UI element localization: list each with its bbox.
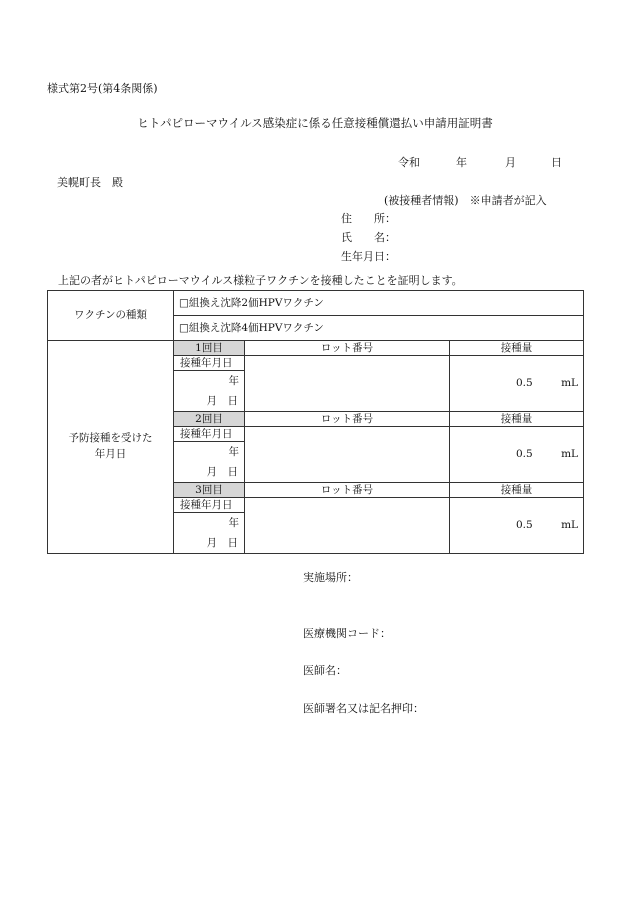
vaccine-type-label: ワクチンの種類 [48, 291, 174, 341]
date-month-label: 月 [505, 156, 516, 169]
dose-amount-unit: mL [561, 448, 578, 461]
vaccination-date-label [48, 341, 174, 554]
vaccination-date-cell[interactable] [174, 513, 245, 554]
vaccination-table [47, 290, 584, 554]
vaccination-date-cell[interactable] [174, 442, 245, 483]
dose-amount-value: 0.5 [516, 519, 533, 532]
date-day-label: 日 [551, 156, 562, 169]
lot-number-cell[interactable] [245, 356, 450, 412]
addressee: 美幌町長 殿 [57, 176, 123, 189]
month-day-label: 月 日 [206, 465, 238, 478]
doctor-name-label: 医師名： [303, 664, 347, 677]
doctor-signature-label: 医師署名又は記名押印： [303, 702, 424, 715]
amount-header: 接種量 [450, 341, 584, 356]
date-row-label: 接種年月日 [174, 498, 245, 513]
lot-number-cell[interactable] [245, 498, 450, 554]
applicant-note: (被接種者情報) ※申請者が記入 [384, 194, 547, 207]
facility-code-label: 医療機関コード： [303, 627, 391, 640]
dose-label: 3回目 [174, 483, 245, 498]
amount-header: 接種量 [450, 483, 584, 498]
year-label: 年 [228, 375, 239, 387]
vaccination-date-cell[interactable] [174, 371, 245, 412]
dose-label: 1回目 [174, 341, 245, 356]
document-title: ヒトパピローマウイルス感染症に係る任意接種償還払い申請用証明書 [137, 116, 493, 130]
vaccine-option-quadrivalent[interactable]: □組換え沈降4価HPVワクチン [174, 316, 584, 341]
vaccine-option-bivalent[interactable]: □組換え沈降2価HPVワクチン [174, 291, 584, 316]
month-day-label: 月 日 [206, 536, 238, 549]
dose-label: 2回目 [174, 412, 245, 427]
date-year-label: 年 [456, 156, 467, 169]
dose-amount-value: 0.5 [516, 377, 533, 390]
dose-amount-unit: mL [561, 519, 578, 532]
date-era-label: 令和 [398, 156, 420, 169]
dose-amount-cell [450, 356, 584, 412]
vaccination-site-label: 実施場所： [303, 571, 358, 584]
address-field-label: 住 所： [341, 212, 396, 225]
lot-number-header: ロット番号 [245, 341, 450, 356]
lot-number-header: ロット番号 [245, 412, 450, 427]
lot-number-header: ロット番号 [245, 483, 450, 498]
form-number: 様式第2号(第4条関係) [47, 82, 158, 95]
dose-amount-cell [450, 498, 584, 554]
date-row-label: 接種年月日 [174, 356, 245, 371]
name-field-label: 氏 名： [341, 231, 396, 244]
year-label: 年 [228, 517, 239, 529]
month-day-label: 月 日 [206, 394, 238, 407]
vaccination-date-label-text: 予防接種を受けた年月日 [68, 432, 153, 460]
certification-text: 上記の者がヒトパピローマウイルス様粒子ワクチンを接種したことを証明します。 [58, 274, 463, 287]
dose-amount-cell [450, 427, 584, 483]
lot-number-cell[interactable] [245, 427, 450, 483]
birthdate-field-label: 生年月日： [341, 250, 396, 263]
dose-amount-unit: mL [561, 377, 578, 390]
dose-amount-value: 0.5 [516, 448, 533, 461]
year-label: 年 [228, 446, 239, 458]
amount-header: 接種量 [450, 412, 584, 427]
date-row-label: 接種年月日 [174, 427, 245, 442]
